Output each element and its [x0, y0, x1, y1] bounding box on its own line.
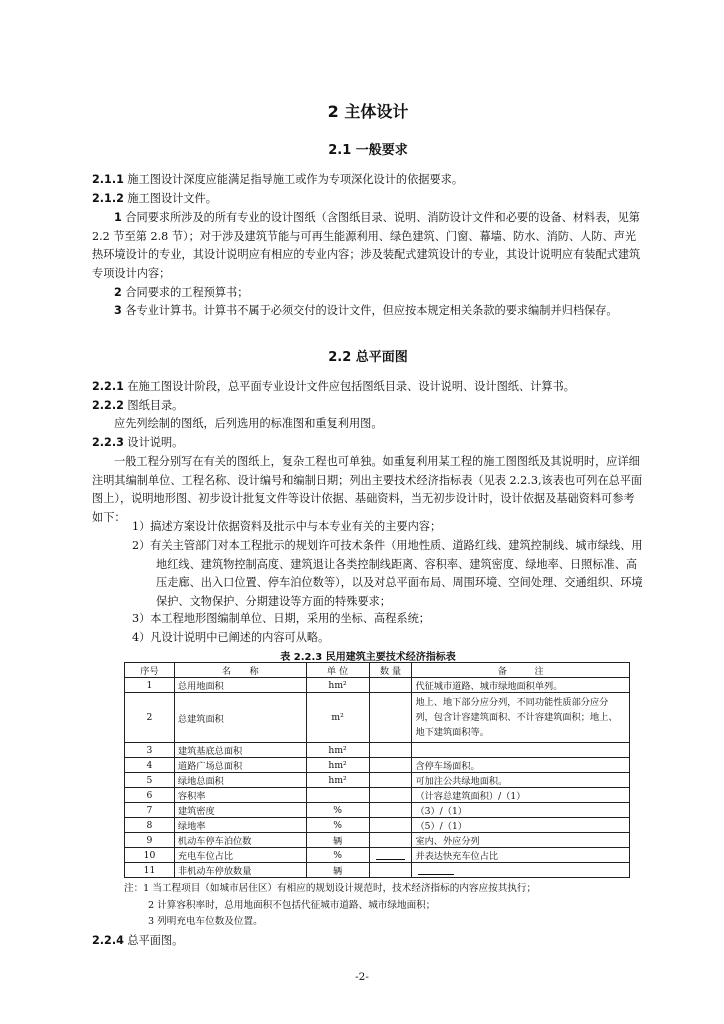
cell-note: 并表达快充车位占比 [412, 848, 630, 863]
cell-name: 建筑密度 [174, 803, 306, 818]
cell-name: 绿地率 [174, 818, 306, 833]
cell-name: 总建筑面积 [174, 693, 306, 743]
cell-name: 总用地面积 [174, 678, 306, 693]
header-note: 备 注 [412, 663, 630, 678]
cell-no: 9 [125, 833, 175, 848]
cell-qty [369, 678, 412, 693]
cell-note: 地上、地下部分应分列，不同功能性质部分应分列，包含计容建筑面积、不计容建筑面积；地上、地下建筑面积等。 [412, 693, 630, 743]
cell-qty [369, 863, 412, 878]
table-row [125, 803, 630, 818]
cell-name: 充电车位占比 [174, 848, 306, 863]
cell-no: 4 [125, 758, 175, 773]
cell-qty [369, 758, 412, 773]
table-note-1: 注：1 当工程项目（如城市居住区）有相应的规划设计规范时，技术经济指标的内容应按其执行； [124, 883, 537, 894]
clause-2-2-4: 2.2.4 总平面图。 [92, 934, 184, 947]
clause-2-1-2-item-3: 3 各专业计算书。计算书不属于必须交付的设计文件，但应按本规定相关条款的要求编制并归档保存。 [114, 304, 618, 317]
cell-name: 绿地总面积 [174, 773, 306, 788]
cell-qty [369, 743, 412, 758]
header-name: 名 称 [174, 663, 306, 678]
clause-2-1-2: 2.1.2 施工图设计文件。 [92, 192, 217, 205]
cell-unit [306, 788, 369, 803]
table-row [125, 863, 630, 878]
table-row [125, 788, 630, 803]
table-row [125, 758, 630, 773]
clause-2-2-1: 2.2.1 在施工图设计阶段，总平面专业设计文件应包括图纸目录、设计说明、设计图纸、计算书。 [92, 380, 575, 393]
cell-unit: % [306, 803, 369, 818]
cell-note: （3）/（1） [412, 803, 630, 818]
cell-name: 非机动车停放数量 [174, 863, 306, 878]
cell-name: 容积率 [174, 788, 306, 803]
list-item-1: 1）搞述方案设计依据资料及批示中与本专业有关的主要内容； [132, 520, 442, 533]
cell-qty [369, 818, 412, 833]
cell-no: 1 [125, 678, 175, 693]
cell-no: 2 [125, 693, 175, 743]
cell-unit: % [306, 818, 369, 833]
cell-note: 代征城市道路、城市绿地面积单列。 [412, 678, 630, 693]
header-no: 序号 [125, 663, 175, 678]
clause-2-2-2: 2.2.2 图纸目录。 [92, 399, 184, 412]
table-row [125, 773, 630, 788]
cell-qty [369, 803, 412, 818]
cell-unit: 辆 [306, 863, 369, 878]
cell-unit: m² [306, 693, 369, 743]
cell-qty [369, 693, 412, 743]
list-item-4: 4）凡设计说明中已阐述的内容可从略。 [132, 631, 330, 644]
cell-unit: hm² [306, 678, 369, 693]
cell-unit: 辆 [306, 833, 369, 848]
table-caption: 表 2.2.3 民用建筑主要技术经济指标表 [280, 652, 456, 663]
cell-note: 含停车场面积。 [412, 758, 630, 773]
list-item-3: 3）本工程地形图编制单位、日期，采用的坐标、高程系统； [132, 612, 430, 625]
cell-note: 室内、外应分列 [412, 833, 630, 848]
cell-qty [369, 788, 412, 803]
clause-2-1-2-item-2: 2 合同要求的工程预算书； [114, 286, 249, 299]
cell-no: 3 [125, 743, 175, 758]
clause-2-2-3-body: 一般工程分别写在有关的图纸上，复杂工程也可单独。如重复利用某工程的施工图图纸及其说明时，应详细注明其编制单位、工程名称、设计编号和编制日期；列出主要技术经济指标表（见表 2.2.3,该表也可列在总平面图上），说明地形图、初步设计批复文件等设计依据、基础资料，当无初步设计时，设计依据及基础资料可参考如下： [92, 455, 643, 524]
cell-note: （计容总建筑面积）/（1） [412, 788, 630, 803]
cell-no: 11 [125, 863, 175, 878]
cell-unit: % [306, 848, 369, 863]
chapter-title: 2 主体设计 [327, 102, 409, 121]
table-row [125, 693, 630, 743]
cell-no: 10 [125, 848, 175, 863]
table-note-3: 3 列明充电车位数及位置。 [148, 916, 263, 927]
page-number: -2- [355, 971, 369, 983]
header-unit: 单 位 [306, 663, 369, 678]
clause-2-1-1: 2.1.1 施工图设计深度应能满足指导施工或作为专项深化设计的依据要求。 [92, 173, 464, 186]
cell-name: 机动车停车泊位数 [174, 833, 306, 848]
table-row [125, 743, 630, 758]
cell-no: 5 [125, 773, 175, 788]
table-row [125, 848, 630, 863]
section-2-2-title: 2.2 总平面图 [328, 350, 408, 365]
cell-qty-blank [369, 848, 412, 863]
table-header-row [125, 663, 630, 678]
cell-note: （5）/（1） [412, 818, 630, 833]
cell-note [412, 743, 630, 758]
cell-unit: hm² [306, 773, 369, 788]
cell-unit: hm² [306, 758, 369, 773]
cell-qty [369, 833, 412, 848]
cell-no: 7 [125, 803, 175, 818]
list-item-2: 2）有关主管部门对本工程批示的规划许可技术条件（用地性质、道路红线、建筑控制线、城市绿线、用地红线、建筑物控制高度、建筑退让各类控制线距离、容积率、建筑密度、绿地率、日照标准、高压走廊、出入口位置、停车泊位数等），以及对总平面布局、周围环境、空间处理、交通组织、环境保护、文物保护、分期建设等方面的特殊要求； [132, 539, 643, 608]
cell-note: 可加注公共绿地面积。 [412, 773, 630, 788]
cell-name: 建筑基底总面积 [174, 743, 306, 758]
cell-note-blank [412, 863, 630, 878]
cell-qty [369, 773, 412, 788]
table-row [125, 818, 630, 833]
clause-2-2-3: 2.2.3 设计说明。 [92, 436, 184, 449]
cell-no: 8 [125, 818, 175, 833]
indicator-table [124, 662, 630, 878]
cell-unit: hm² [306, 743, 369, 758]
cell-name: 道路广场总面积 [174, 758, 306, 773]
table-row [125, 678, 630, 693]
table-note-2: 2 计算容积率时，总用地面积不包括代征城市道路、城市绿地面积； [148, 900, 436, 911]
cell-no: 6 [125, 788, 175, 803]
table-row [125, 833, 630, 848]
header-qty: 数 量 [369, 663, 412, 678]
section-2-1-title: 2.1 一般要求 [328, 143, 408, 158]
clause-2-2-2-body: 应先列绘制的图纸，后列选用的标准图和重复利用图。 [114, 417, 383, 430]
clause-2-1-2-item-1: 1 合同要求所涉及的所有专业的设计图纸（含图纸目录、说明、消防设计文件和必要的设备、材料表，见第 2.2 节至第 2.8 节）；对于涉及建筑节能与可再生能源利用、绿色建筑、门窗、幕墙、防水、消防、人防、声光热环境设计的专业，其设计说明应有相应的专业内容；涉及装配式建筑设计的专业，其设计说明应有装配式建筑专项设计内容； [92, 211, 641, 280]
